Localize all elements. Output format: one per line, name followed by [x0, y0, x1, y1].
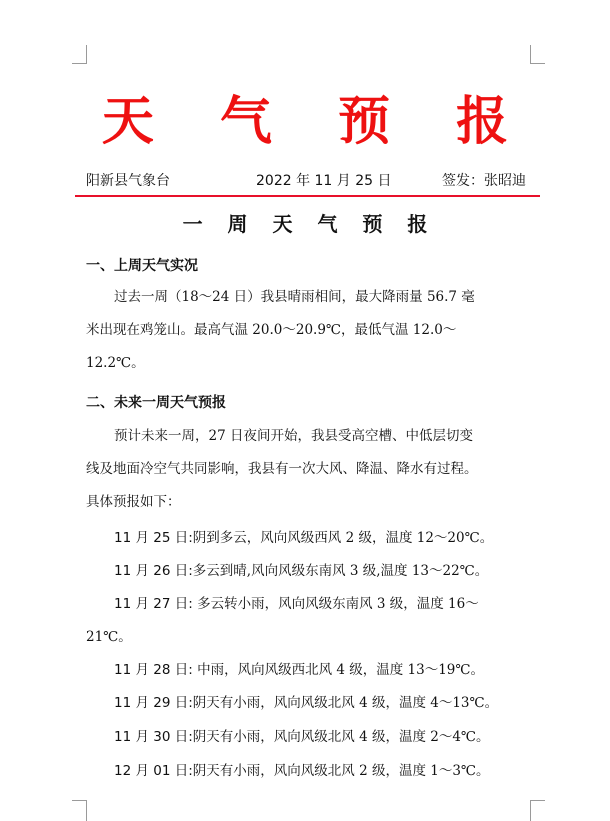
forecast-day	[114, 727, 534, 747]
crop-mark-top-left	[72, 45, 87, 64]
forecast-date: 11 月 26 日:	[114, 563, 193, 579]
issue-date: 2022 年 11 月 25 日	[256, 173, 392, 189]
issuer: 阳新县气象台	[86, 173, 170, 189]
section-2-paragraph	[86, 420, 526, 519]
paragraph-line: 具体预报如下：	[86, 494, 181, 510]
section-2-heading: 二、未来一周天气预报	[86, 395, 226, 411]
forecast-day	[114, 693, 534, 713]
paragraph-line: 12.2℃。	[86, 355, 145, 371]
section-1-heading: 一、上周天气实况	[86, 258, 198, 274]
crop-mark-bottom-left	[72, 800, 87, 821]
forecast-date: 11 月 27 日:	[114, 596, 193, 612]
crop-mark-top-right	[530, 45, 545, 64]
forecast-text: 阴天有小雨，风向风级北风 4 级，温度 4～13℃。	[192, 695, 499, 711]
forecast-text: 多云到晴,风向风级东南风 3 级,温度 13～22℃。	[192, 563, 489, 579]
forecast-day	[114, 660, 534, 680]
forecast-date: 12 月 01 日:	[114, 763, 193, 779]
masthead-title: 天 气 预 报	[101, 92, 533, 152]
forecast-text: 阴天有小雨，风向风级北风 2 级，温度 1～3℃。	[192, 763, 490, 779]
forecast-date: 11 月 29 日:	[114, 695, 193, 711]
signoff: 签发：张昭迪	[442, 173, 526, 189]
forecast-day	[114, 528, 534, 548]
forecast-date: 11 月 28 日:	[114, 662, 193, 678]
forecast-day	[114, 561, 534, 581]
paragraph-line: 预计未来一周，27 日夜间开始，我县受高空槽、中低层切变	[114, 428, 473, 444]
forecast-date: 11 月 30 日:	[114, 729, 193, 745]
paragraph-line: 线及地面冷空气共同影响，我县有一次大风、降温、降水有过程。	[86, 461, 478, 477]
forecast-text: 阴天有小雨，风向风级北风 4 级，温度 2～4℃。	[192, 729, 490, 745]
red-divider-rule	[75, 195, 540, 197]
forecast-text: 中雨，风向风级西北风 4 级，温度 13～19℃。	[192, 662, 484, 678]
forecast-day	[114, 761, 534, 781]
forecast-text: 阴到多云，风向风级西风 2 级，温度 12～20℃。	[192, 530, 494, 546]
section-1-paragraph	[86, 281, 526, 380]
paragraph-line: 米出现在鸡笼山。最高气温 20.0～20.9℃，最低气温 12.0～	[86, 322, 457, 338]
issuer-info-line	[86, 171, 526, 191]
forecast-text: 多云转小雨，风向风级东南风 3 级，温度 16～	[192, 596, 479, 612]
crop-mark-bottom-right	[530, 800, 545, 821]
document-title: 一 周 天 气 预 报	[182, 212, 437, 236]
forecast-wrap-line: 21℃。	[86, 629, 132, 645]
forecast-day	[114, 594, 534, 614]
paragraph-line: 过去一周（18～24 日）我县晴雨相间，最大降雨量 56.7 毫	[114, 289, 475, 305]
forecast-date: 11 月 25 日:	[114, 530, 193, 546]
